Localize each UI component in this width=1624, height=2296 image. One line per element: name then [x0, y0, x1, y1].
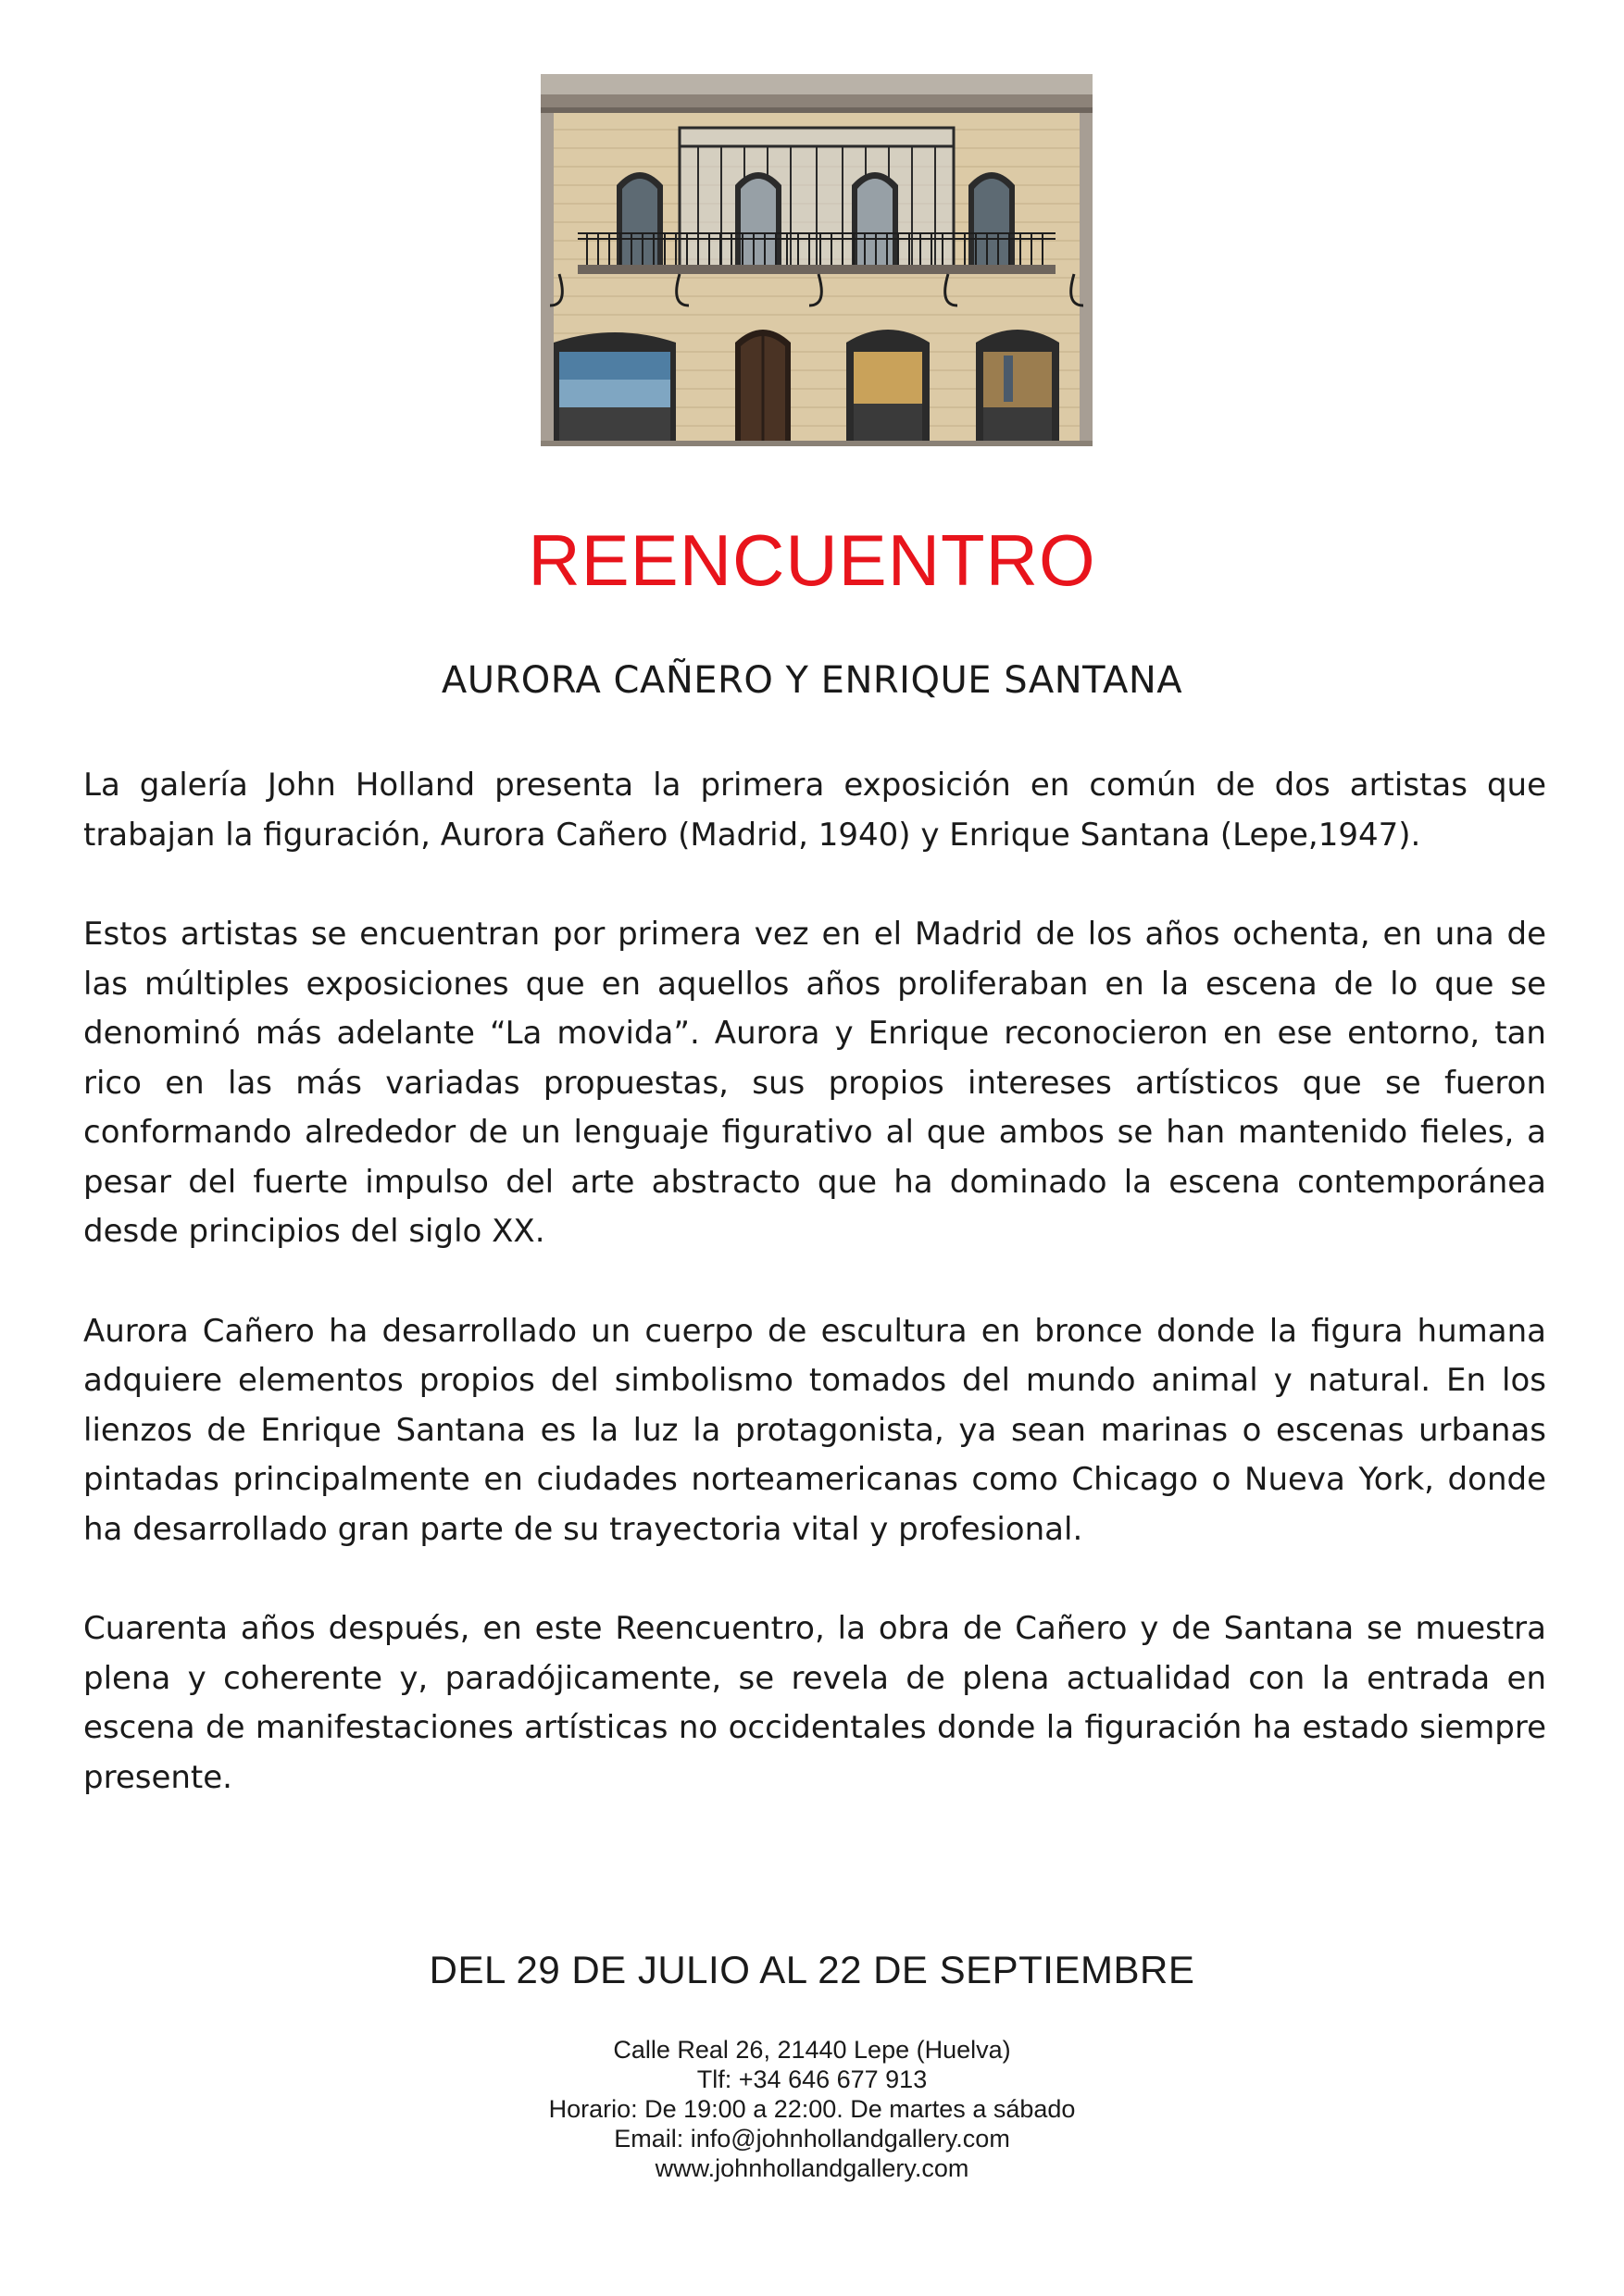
paragraph-history: Estos artistas se encuentran por primera vez en el Madrid de los años ochenta, en una de las múltiples exposiciones que en aquellos años proliferaban en la escena de lo que se denominó más adelante “La movida”. Aurora y Enrique reconocieron en ese entorno, tan rico en las más variadas propuestas, sus propios intereses artísticos que se fueron conformando alrededor de un lenguaje figurativo al que ambos se han mantenido fieles, a pesar del fuerte impulso del arte abstracto que ha dominado la escena contemporánea desde principios del siglo XX. — [83, 916, 1546, 1250]
artists-subtitle: AURORA CAÑERO Y ENRIQUE SANTANA — [441, 659, 1183, 702]
website-link[interactable]: www.johnhollandgallery.com — [655, 2154, 969, 2182]
email-line[interactable]: Email: info@johnhollandgallery.com — [614, 2125, 1010, 2152]
hours-line: Horario: De 19:00 a 22:00. De martes a sábado — [548, 2095, 1076, 2123]
exhibition-dates: DEL 29 DE JULIO AL 22 DE SEPTIEMBRE — [429, 1948, 1195, 1991]
address-line: Calle Real 26, 21440 Lepe (Huelva) — [613, 2036, 1011, 2064]
phone-line: Tlf: +34 646 677 913 — [696, 2065, 928, 2093]
exhibition-description — [83, 761, 1546, 1853]
exhibition-title: REENCUENTRO — [528, 519, 1096, 601]
paragraph-works: Aurora Cañero ha desarrollado un cuerpo de escultura en bronce donde la figura humana adquiere elementos propios del simbolismo tomados del mundo animal y natural. En los lienzos de Enrique Santana es la luz la protagonista, ya sean marinas o escenas urbanas pintadas principalmente en ciudades norteamericanas como Chicago o Nueva York, donde ha desarrollado gran parte de su trayectoria vital y profesional. — [83, 1312, 1546, 1548]
paragraph-intro: La galería John Holland presenta la primera exposición en común de dos artistas que trabajan la figuración, Aurora Cañero (Madrid, 1940) y Enrique Santana (Lepe,1947). — [83, 767, 1546, 854]
gallery-facade-photo — [541, 74, 1093, 446]
paragraph-conclusion: Cuarenta años después, en este Reencuentro, la obra de Cañero y de Santana se muestra plena y coherente y, paradójicamente, se revela de plena actualidad con la entrada en escena de manifestaciones artísticas no occidentales donde la figuración ha estado siempre presente. — [83, 1610, 1546, 1796]
contact-info — [0, 2035, 1624, 2183]
